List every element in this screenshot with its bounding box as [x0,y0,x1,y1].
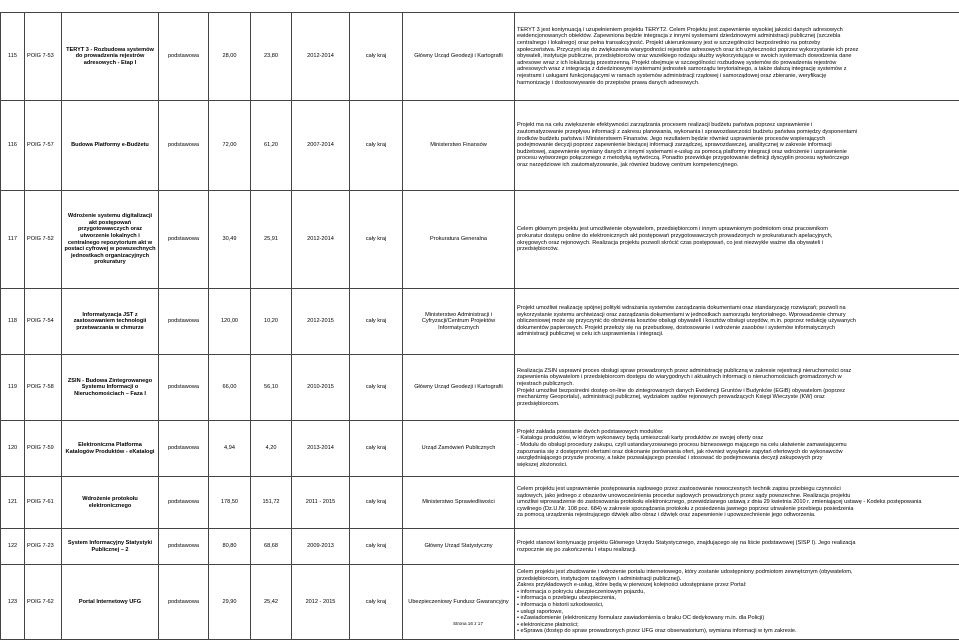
project-code: POIG 7-62 [25,565,62,640]
description-line: centralnego i lokalnego) oraz pełna transakcyjność. Projekt ukierunkowany jest w szczególności bezpośrednio na potrzeby [517,40,957,47]
project-code: POIG 7-53 [25,13,62,101]
description-line: administracji publicznej w celu ich usprawnienia i integracji. [517,331,957,338]
project-description [515,101,959,191]
description-line: zautomatyzowanie przepływu informacji z zakresu planowania, wykonania i sprawozdawczości budżetu państwa pomiędzy dysponentami [517,129,957,136]
description-line: Realizacja ZSIN usprawni proces obsługi spraw prowadzonych przez administrację publiczną w zakresie rejestracji nieruchomości oraz [517,368,957,375]
project-code: POIG 7-58 [25,355,62,421]
description-line: Celem projektu jest usprawnienie postępowania sądowego przez zastosowanie nowoczesnych technik zapisu przebiegu czynności [517,486,957,493]
description-line: • informacja o historii szkodowości, [517,602,957,609]
description-line: • eZawiadomienie (elektroniczny formularz zawiadomienia o braku OC dedykowany m.in. dla Policji) [517,615,957,622]
project-code: POIG 7-61 [25,477,62,529]
project-eu-funding: 151,72 [251,477,292,529]
project-institution: Główny Urząd Geodezji i Kartografii [403,13,515,101]
project-period: 2012 - 2015 [292,565,350,640]
project-code: POIG 7-59 [25,421,62,477]
project-institution: Prokuratura Generalna [403,191,515,289]
table-row [1,421,959,477]
project-cost: 30,49 [209,191,251,289]
description-line: prokuratur dostępu online do elektronicznych akt postępowań przygotowawczych prowadzonych w prokuraturach apelacyjnych, [517,233,957,240]
project-description [515,191,959,289]
project-period: 2011 - 2015 [292,477,350,529]
project-title: Budowa Platformy e-Budżetu [62,101,159,191]
project-area: cały kraj [350,13,403,101]
project-cost: 72,00 [209,101,251,191]
description-line: obywateli, instytucje publiczne, przedsiębiorców oraz wszelkiego rodzaju służby wykorzystujące w swoich systemach dowodzenia dane [517,53,957,60]
project-institution: Ministerstwo Finansów [403,101,515,191]
project-title: Informatyzacja JST z zastosowaniem technologii przetwarzania w chmurze [62,289,159,355]
project-eu-funding: 4,20 [251,421,292,477]
project-eu-funding: 23,80 [251,13,292,101]
project-description [515,355,959,421]
project-title: ZSIN - Budowa Zintegrowanego Systemu Informacji o Nieruchomościach – Faza I [62,355,159,421]
description-line: przedsiębiorcom. [517,401,957,408]
project-description [515,13,959,101]
description-line: Celem projektu jest zbudowanie i wdrożenie portalu internetowego, który zostanie udostępniony podmiotom zewnętrznym (obywatelom, [517,569,957,576]
description-line: • informacja o pokryciu ubezpieczeniowym pojazdu, [517,589,957,596]
page-footer: Strona 16 z 17 [453,621,483,626]
description-line: obliczeniowej może się przyczynić do obniżenia kosztów obsługi obywateli i kosztów obsługi urzędów, m.in. poprzez redukcję używanych [517,318,957,325]
project-description [515,477,959,529]
table-row [1,191,959,289]
project-title: System Informacyjny Statystyki Publicznej – 2 [62,529,159,565]
projects-table [0,12,959,640]
project-code: POIG 7-54 [25,289,62,355]
description-line: sądowych, jako jednego z obszarów unowocześnienia procedur sądowych prowadzonych przez sądy powszechne. Realizacja projektu [517,493,957,500]
project-institution: Główny Urząd Statystyczny [403,529,515,565]
description-line: Projekt ma na celu zwiększenie efektywności zarządzania procesem realizacji budżetu państwa poprzez usprawnienie i [517,122,957,129]
project-institution: Urząd Zamówień Publicznych [403,421,515,477]
row-number: 116 [1,101,25,191]
project-description [515,421,959,477]
project-eu-funding: 56,10 [251,355,292,421]
project-code: POIG 7-23 [25,529,62,565]
project-cost: 66,00 [209,355,251,421]
project-type: podstawowa [159,565,209,640]
project-institution: Główny Urząd Geodezji i Kartografii [403,355,515,421]
project-institution: Ministerstwo Sprawiedliwości [403,477,515,529]
project-eu-funding: 10,20 [251,289,292,355]
project-type: podstawowa [159,355,209,421]
description-line: harmonizację i dostosowywanie do przepisów prawa danych adresowych. [517,80,957,87]
project-area: cały kraj [350,289,403,355]
project-institution: Ministerstwo Administracji i Cyfryzacji/Centrum Projektów Informatycznych [403,289,515,355]
description-line: podejmowanie decyzji poprzez zapewnienie bieżącej informacji zarządczej, sprawozdawczej, analitycznej w zakresie informacji [517,142,957,149]
project-type: podstawowa [159,529,209,565]
description-line: adresowe wraz z ich lokalizacją przestrzenną. Projekt obejmuje w szczególności rozbudowę systemów do prowadzenia rejestrów [517,60,957,67]
project-description [515,565,959,640]
description-line: - Katalogu produktów, w którym wykonawcy będą umieszczali karty produktów ze swojej oferty oraz [517,435,957,442]
description-line: oraz narzędziowe ich zautomatyzowanie, jak również budowę centrum kompetencyjnego. [517,162,957,169]
project-period: 2010-2015 [292,355,350,421]
project-description [515,529,959,565]
description-line: - Modułu do obsługi procedury zakupu, czyli ustandaryzowanego procesu biznesowego mającego na celu ułatwienie zamawiającemu [517,442,957,449]
project-period: 2012-2015 [292,289,350,355]
project-eu-funding: 61,20 [251,101,292,191]
description-line: • eSprawa (dostęp do spraw prowadzonych przez UFG oraz obserwatorium), wymiana informacji w tym zakresie. [517,628,957,635]
description-line: za pomocą urządzenia rejestrującego dźwięk albo obraz i dźwięk oraz zapewnienie i upowszechnienie jego odtworzenia. [517,512,957,519]
project-area: cały kraj [350,101,403,191]
project-type: podstawowa [159,101,209,191]
table-row [1,355,959,421]
project-type: podstawowa [159,289,209,355]
project-area: cały kraj [350,529,403,565]
description-line: • usługi raportowe, [517,609,957,616]
description-line: społeczeństwa. Przyczyni się do zwiększenia wiarygodności rejestrów adresowych oraz ich użyteczności poprzez wykorzystanie ich przez [517,47,957,54]
row-number: 118 [1,289,25,355]
project-period: 2013-2014 [292,421,350,477]
description-line: rejestrami i usługami funkcjonującymi w ramach systemów administracji rządowej i samorządowej oraz zbieranie, weryfikację [517,73,957,80]
project-title: TERYT 3 - Rozbudowa systemów do prowadzenia rejestrów adresowych - Etap I [62,13,159,101]
description-line: • elektroniczne płatności; [517,622,957,629]
project-cost: 29,90 [209,565,251,640]
description-line: uwzględniającego przyszłe procesy, a także pozwalającego przesłać i stosować do podejmowania decyzji zakupowych przy [517,455,957,462]
row-number: 122 [1,529,25,565]
table-row [1,565,959,640]
project-description [515,289,959,355]
description-line: środków budżetu państwa i Ministerstwem Finansów. Jego rezultatem będzie również usprawnienie procesów wspierających [517,136,957,143]
project-period: 2007-2014 [292,101,350,191]
description-line: Projekt umożliwi bezpośredni dostęp on-line do zintegrowanych danych Ewidencji Gruntów i Budynków (EGiB) obywatelom (poprzez [517,388,957,395]
project-area: cały kraj [350,191,403,289]
description-line: adresowych wraz z integracją z dziedzinowymi systemami jednostek samorządu terytorialnego, a także dalszą integrację systemów z [517,66,957,73]
project-period: 2012-2014 [292,191,350,289]
table-row [1,289,959,355]
description-line: dokumentów papierowych. Projekt przełoży się na przebudowę, dostosowanie i wdrożenie zasobów i systemów informatycznych [517,325,957,332]
description-line: okręgowych oraz rejonowych. Realizacja projektu pozwoli skrócić czas postępowań, co jest niezwykle ważne dla obywateli i [517,240,957,247]
project-eu-funding: 68,68 [251,529,292,565]
project-area: cały kraj [350,421,403,477]
project-title: Elektroniczna Platforma Katalogów Produktów - eKatalogi [62,421,159,477]
description-line: procesu wytworzego połączonego z metodyką wytwórczą. Ponadto przewiduje przygotowanie definicji dyscyplin procesu wytwórczego [517,155,957,162]
description-line: przedsiębiorcom, instytucjom rządowym i administracji publicznej). [517,576,957,583]
row-number: 115 [1,13,25,101]
project-eu-funding: 25,91 [251,191,292,289]
project-area: cały kraj [350,565,403,640]
row-number: 120 [1,421,25,477]
project-title: Wdrożenie protokołu elektronicznego [62,477,159,529]
description-line: rozpocznie się po zakończeniu I etapu realizacji. [517,547,957,554]
project-code: POIG 7-57 [25,101,62,191]
table-row [1,529,959,565]
description-line: Projekt zakłada powstanie dwóch podstawowych modułów: [517,429,957,436]
description-line: Projekt umożliwi realizację spójnej polityki wdrażania systemów zarządzania dokumentami oraz standaryzację rozwiązań; pozwoli na [517,305,957,312]
project-type: podstawowa [159,13,209,101]
project-cost: 28,00 [209,13,251,101]
table-row [1,13,959,101]
description-line: budżetowej, zapewnienie wymiany danych z innymi systemami e-usług za pomocą platformy integracji oraz wdrożenie i usprawnienie [517,149,957,156]
description-line: Projekt stanowi kontynuację projektu Głównego Urzędu Statystycznego, znajdującego się na liście podstawowej (SISP I). Jego realizacja [517,540,957,547]
description-line: większej złożoności. [517,462,957,469]
project-period: 2012-2014 [292,13,350,101]
table-row [1,101,959,191]
project-institution: Ubezpieczeniowy Fundusz Gwarancyjny [403,565,515,640]
project-area: cały kraj [350,355,403,421]
row-number: 123 [1,565,25,640]
description-line: zapoznania się z dostępnymi ofertami oraz dokonanie porównania ofert, jak również wysyłanie zapytań ofertowych do wykonawców [517,449,957,456]
project-title: Wdrożenie systemu digitalizacji akt postępowań przygotowawczych oraz utworzenie lokalnych i centralnego repozytorium akt w postaci cyfrowej w powszechnych jednostkach organizacyjnych prokuratury [62,191,159,289]
row-number: 119 [1,355,25,421]
description-line: Zakres przykładowych e-usług, które będą w pierwszej kolejności udostępniane przez Portal: [517,582,957,589]
description-line: • informacja o przebiegu ubezpieczenia, [517,595,957,602]
project-cost: 178,50 [209,477,251,529]
row-number: 117 [1,191,25,289]
table-row [1,477,959,529]
project-type: podstawowa [159,421,209,477]
project-cost: 120,00 [209,289,251,355]
project-eu-funding: 25,42 [251,565,292,640]
project-area: cały kraj [350,477,403,529]
project-cost: 4,94 [209,421,251,477]
project-period: 2009-2013 [292,529,350,565]
description-line: umożliwi wprowadzenie do zastosowania protokołu elektronicznego, przewidzianego ustawą z dnia 29 kwietnia 2010 r. zmieniającej ustawę - Kodeks postępowania [517,499,957,506]
description-line: przedsiębiorców. [517,246,957,253]
project-type: podstawowa [159,191,209,289]
description-line: ewidencjonowanych obiektów. Zapewniona będzie integracja z innymi systemami dziedzinowymi administracji publicznej (szczebla [517,33,957,40]
row-number: 121 [1,477,25,529]
description-line: mechanizmy Geoportalu), administracji publicznej, wydziałom sądów rejonowych prowadzących Księgi Wieczyste (KW) oraz [517,394,957,401]
description-line: TERYT 3 jest kontynuacją i uzupełnieniem projektu TERYT2. Celem Projektu jest zapewnienie wysokiej jakości danych adresowych [517,27,957,34]
project-title: Portal Internetowy UFG [62,565,159,640]
project-type: podstawowa [159,477,209,529]
description-line: Celem głównym projektu jest umożliwienie obywatelom, przedsiębiorcom i innym uprawnionym podmiotom oraz pracownikom [517,226,957,233]
description-line: zapewnienia obywatelom i przedsiębiorcom dostępu do wiarygodnych i aktualnych informacji o nieruchomościach gromadzonych w [517,374,957,381]
project-code: POIG 7-52 [25,191,62,289]
project-cost: 80,80 [209,529,251,565]
description-line: wykorzystanie systemu archiwizacji oraz zarządzania dokumentami w jednostkach samorządu terytorialnego. Wprowadzenie chmury [517,312,957,319]
description-line: cywilnego (Dz.U.Nr. 108 poz. 684) w zakresie sporządzania protokołu z posiedzenia jawnego poprzez utrwalenie przebiegu posiedzenia [517,506,957,513]
description-line: rejestrach publicznych. [517,381,957,388]
